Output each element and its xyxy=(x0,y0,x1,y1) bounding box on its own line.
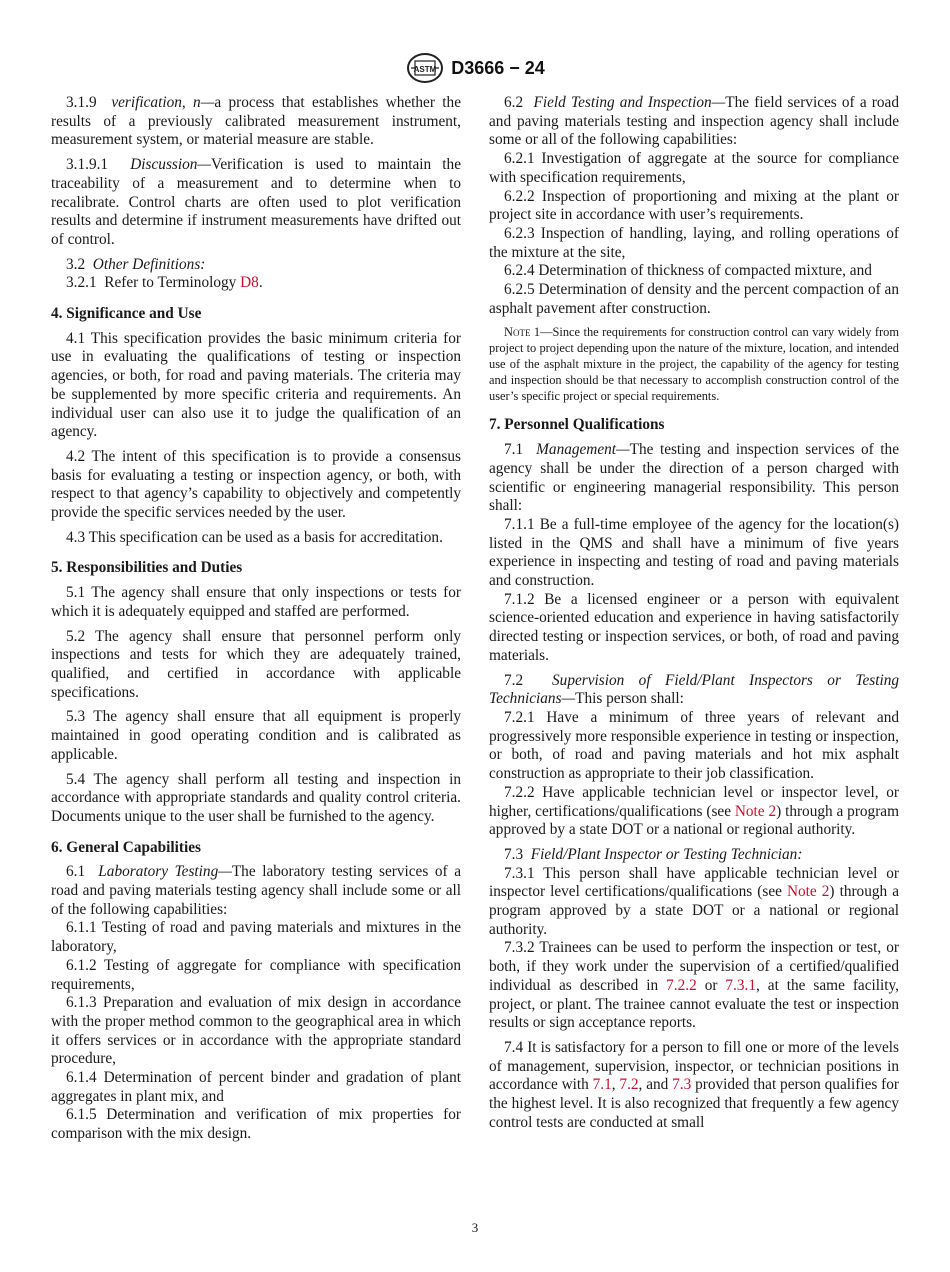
section-7-2-1: 7.2.1 Have a minimum of three years of relevant and progressively more responsible experience in testing or inspection, or both, of road and paving materials and hot mix asphalt construction as appropriate to their job classification. xyxy=(489,708,899,783)
section-6-1-3: 6.1.3 Preparation and evaluation of mix design in accordance with the proper method common to the geographical area in which it offers services or in accordance with the appropriate standard procedure, xyxy=(51,994,461,1068)
section-7-1-1: 7.1.1 Be a full-time employee of the agency for the location(s) listed in the QMS and shall have a minimum of five years experience in inspecting and testing of road and paving materials and construction. xyxy=(489,515,899,590)
section-6-2-5: 6.2.5 Determination of density and the percent compaction of an asphalt pavement after construction. xyxy=(489,281,899,317)
section-6-2: 6.2 Field Testing and Inspection—The field services of a road and paving materials testing and inspection agency shall include some or all of the following capabilities: xyxy=(489,94,899,149)
section-6-1-4: 6.1.4 Determination of percent binder and gradation of plant aggregates in plant mix, and xyxy=(51,1069,461,1105)
section-6-1: 6.1 Laboratory Testing—The laboratory testing services of a road and paving materials testing agency shall include some or all of the following capabilities: xyxy=(51,863,461,918)
link-d8[interactable]: D8 xyxy=(240,274,259,292)
document-designation: D3666 − 24 xyxy=(451,57,545,78)
section-5-3: 5.3 The agency shall ensure that all equipment is properly maintained in good operating condition and is calibrated as applicable. xyxy=(51,708,461,763)
section-7-2-2: 7.2.2 Have applicable technician level or inspector level, or higher, certifications/qualifications (see Note 2) through a program approved by a state DOT or a national or regional authority. xyxy=(489,783,899,839)
section-7-3: 7.3 Field/Plant Inspector or Testing Technician: xyxy=(504,845,803,863)
astm-logo-icon xyxy=(405,52,445,84)
right-column xyxy=(489,94,899,1138)
section-5-2: 5.2 The agency shall ensure that personnel perform only inspections and tests for which they are adequately trained, qualified, and certified in accordance with applicable specifications. xyxy=(51,627,461,701)
section-6-1-5: 6.1.5 Determination and verification of mix properties for comparison with the mix design. xyxy=(51,1106,461,1143)
section-7-3-2: 7.3.2 Trainees can be used to perform the inspection or test, or both, if they work under the supervision of a certified/qualified individual as described in 7.2.2 or 7.3.1, at the same facility, project, or plant. The trainee cannot evaluate the test or inspection results or sign acceptance reports. xyxy=(489,939,899,1032)
section-3-1-9: 3.1.9 verification, n—a process that establishes whether the results of a previously calibrated measurement instrument, measurement system, or material measure are stable. xyxy=(51,94,461,149)
section-6-2-2: 6.2.2 Inspection of proportioning and mixing at the plant or project site in accordance with user’s requirements. xyxy=(489,187,899,224)
section-3-2: 3.2 Other Definitions: xyxy=(66,255,206,273)
section-7-2: 7.2 Supervision of Field/Plant Inspectors or Testing Technicians—This person shall: xyxy=(489,671,899,708)
section-6-1-2: 6.1.2 Testing of aggregate for compliance with specification requirements, xyxy=(51,956,461,993)
link-note-2[interactable]: Note 2 xyxy=(786,883,830,901)
section-6-1-1: 6.1.1 Testing of road and paving materials and mixtures in the laboratory, xyxy=(51,919,461,956)
section-4-1: 4.1 This specification provides the basic minimum criteria for use in evaluating the qualifications of testing or inspection agencies, or both, for road and paving materials. The criteria may be supplemented by more specific criteria and requirements. An individual user can also use it to judge the qualification of an agency. xyxy=(51,329,461,441)
link-7-3-1[interactable]: 7.3.1 xyxy=(725,976,756,994)
section-7-1-2: 7.1.2 Be a licensed engineer or a person with equivalent science-oriented education and experience in having satisfactorily directed testing or inspection services, or both, of road and paving materials. xyxy=(489,590,899,664)
section-7-4: 7.4 It is satisfactory for a person to fill one or more of the levels of management, supervision, inspector, or technician positions in accordance with 7.1, 7.2, and 7.3 provided that person qualifies for the highest level. It is also recognized that frequently a few agency control tests are conducted at small xyxy=(489,1038,899,1131)
link-7-1[interactable]: 7.1 xyxy=(592,1076,612,1094)
svg-text:ASTM: ASTM xyxy=(413,65,437,74)
section-3-1-9-1: 3.1.9.1 Discussion—Verification is used to maintain the traceability of a measurement and to determine when to recalibrate. Control charts are often used to plot verification results and determine if instrument measurements have drifted out of control. xyxy=(51,156,461,248)
section-5-1: 5.1 The agency shall ensure that only inspections or tests for which it is adequately equipped and staffed are performed. xyxy=(51,584,461,620)
link-note-2[interactable]: Note 2 xyxy=(734,802,777,820)
left-column xyxy=(51,94,461,1144)
heading-section-6: 6. General Capabilities xyxy=(51,838,201,856)
note-1: Note 1—Since the requirements for construction control can vary widely from project to project depending upon the nature of the mixture, location, and intended use of the asphalt mixture in the project, the capability of the agency for testing and inspection should be that necessary to accomplish construction control of the user’s specific project or special requirements. xyxy=(489,325,900,404)
heading-section-4: 4. Significance and Use xyxy=(51,305,202,323)
page-number: 3 xyxy=(471,1220,479,1235)
section-6-2-4: 6.2.4 Determination of thickness of compacted mixture, and xyxy=(504,262,872,280)
section-6-2-1: 6.2.1 Investigation of aggregate at the source for compliance with specification requirements, xyxy=(489,150,899,186)
section-4-3: 4.3 This specification can be used as a basis for accreditation. xyxy=(66,528,443,546)
link-7-2[interactable]: 7.2 xyxy=(619,1076,639,1094)
link-7-3[interactable]: 7.3 xyxy=(672,1076,692,1094)
heading-section-5: 5. Responsibilities and Duties xyxy=(51,559,243,577)
section-7-1: 7.1 Management—The testing and inspection services of the agency shall be under the direction of a person charged with scientific or engineering managerial responsibility. This person shall: xyxy=(489,441,899,515)
section-3-2-1: 3.2.1 Refer to Terminology D8. xyxy=(66,274,263,292)
heading-section-7: 7. Personnel Qualifications xyxy=(489,416,665,434)
section-7-3-1: 7.3.1 This person shall have applicable technician level or inspector level certifications/qualifications (see Note 2) through a program approved by a state DOT or a national or regional authority. xyxy=(489,864,899,938)
page-header xyxy=(0,52,950,86)
section-5-4: 5.4 The agency shall perform all testing and inspection in accordance with appropriate standards and quality control criteria. Documents unique to the user shall be furnished to the agency. xyxy=(51,770,461,825)
section-4-2: 4.2 The intent of this specification is to provide a consensus basis for evaluating a testing or inspection agency, or both, with respect to that agency’s capability to objectively and competently provide the specific services needed by the user. xyxy=(51,447,461,522)
link-7-2-2[interactable]: 7.2.2 xyxy=(666,976,697,994)
section-6-2-3: 6.2.3 Inspection of handling, laying, and rolling operations of the mixture at the site, xyxy=(489,224,899,261)
